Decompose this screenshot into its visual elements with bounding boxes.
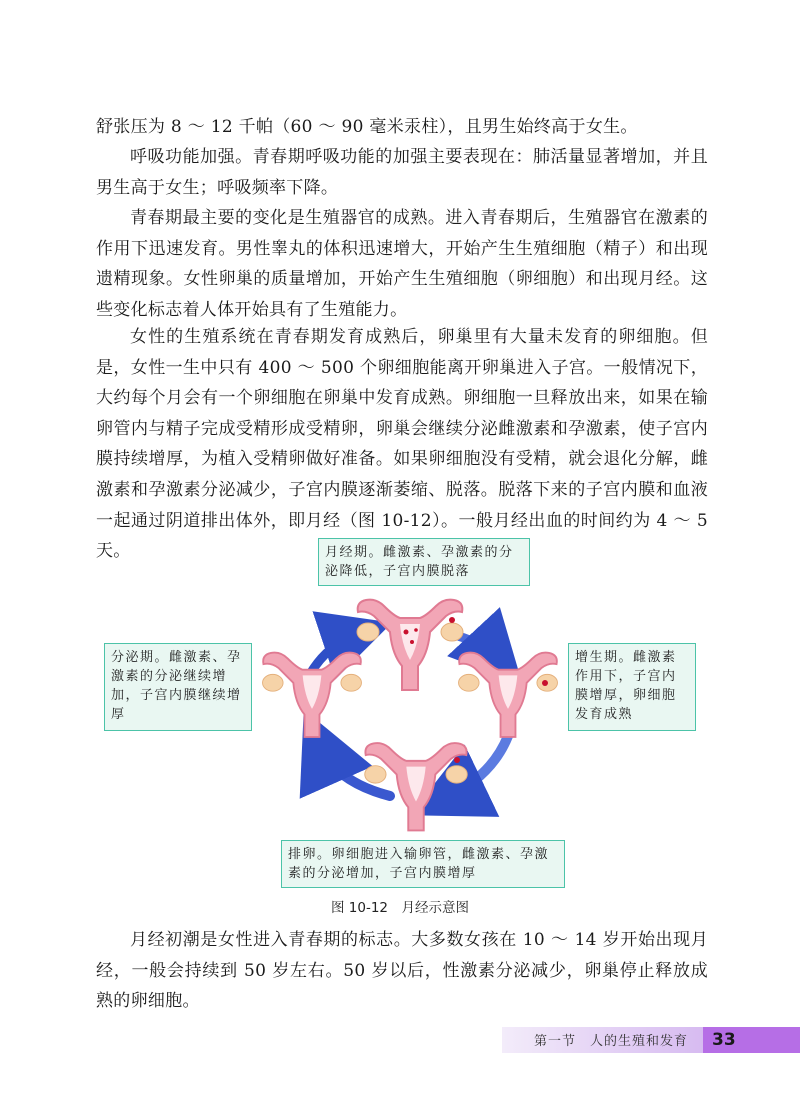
label-menstrual-phase: 月经期。雌激素、孕激素的分泌降低，子宫内膜脱落 <box>318 538 530 586</box>
paragraph-menarche: 月经初潮是女性进入青春期的标志。大多数女孩在 10 ～ 14 岁开始出现月经，一般会持续到 50 岁左右。50 岁以后，性激素分泌减少，卵巢停止释放成熟的卵细胞。 <box>96 930 708 1012</box>
paragraph-menstruation: 女性的生殖系统在青春期发育成熟后，卵巢里有大量未发育的卵细胞。但是，女性一生中只有 400 ～ 500 个卵细胞能离开卵巢进入子宫。一般情况下，大约每个月会有一个卵细胞在卵巢中发育成熟。卵细胞一旦释放出来，如果在输卵管内与精子完成受精形成受精卵，卵巢会继续分泌雌激素和孕激素，使子宫内膜持续增厚，为植入受精卵做好准备。如果卵细胞没有受精，就会退化分解，雌激素和孕激素分泌减少，子宫内膜逐渐萎缩、脱落。脱落下来的子宫内膜和血液一起通过阴道排出体外，即月经（图 10-12）。一般月经出血的时间约为 4 ～ 5 天。 <box>96 327 708 562</box>
figure-caption: 图 10-12 月经示意图 <box>330 900 470 916</box>
paragraph-reproductive-maturity: 青春期最主要的变化是生殖器官的成熟。进入青春期后，生殖器官在激素的作用下迅速发育。男性睾丸的体积迅速增大，开始产生生殖细胞（精子）和出现遗精现象。女性卵巢的质量增加，开始产生生殖细胞（卵细胞）和出现月经。这些变化标志着人体开始具有了生殖能力。 <box>96 208 708 320</box>
egg-cell-right-icon <box>542 680 548 686</box>
label-ovulation-phase: 排卵。卵细胞进入输卵管，雌激素、孕激素的分泌增加，子宫内膜增厚 <box>281 840 565 888</box>
paragraph-respiration: 呼吸功能加强。青春期呼吸功能的加强主要表现在：肺活量显著增加，并且男生高于女生；呼吸频率下降。 <box>96 147 708 198</box>
paragraph-blood-pressure: 舒张压为 8 ～ 12 千帕（60 ～ 90 毫米汞柱），且男生始终高于女生。 <box>96 117 638 137</box>
footer-section-title: 第一节 人的生殖和发育 <box>534 1034 689 1049</box>
uterus-menstrual-icon <box>357 600 463 690</box>
menstrual-cycle-diagram <box>240 586 580 840</box>
uterus-ovulation-icon <box>365 743 467 830</box>
egg-cell-bottom-icon <box>454 757 460 763</box>
page-number: 33 <box>712 1030 736 1050</box>
egg-cell-icon <box>449 617 455 623</box>
label-secretory-phase: 分泌期。雌激素、孕激素的分泌继续增加，子宫内膜继续增厚 <box>104 643 252 731</box>
label-proliferative-phase: 增生期。雌激素作用下，子宫内膜增厚，卵细胞发育成熟 <box>568 643 696 731</box>
uterus-proliferative-icon <box>459 653 558 737</box>
